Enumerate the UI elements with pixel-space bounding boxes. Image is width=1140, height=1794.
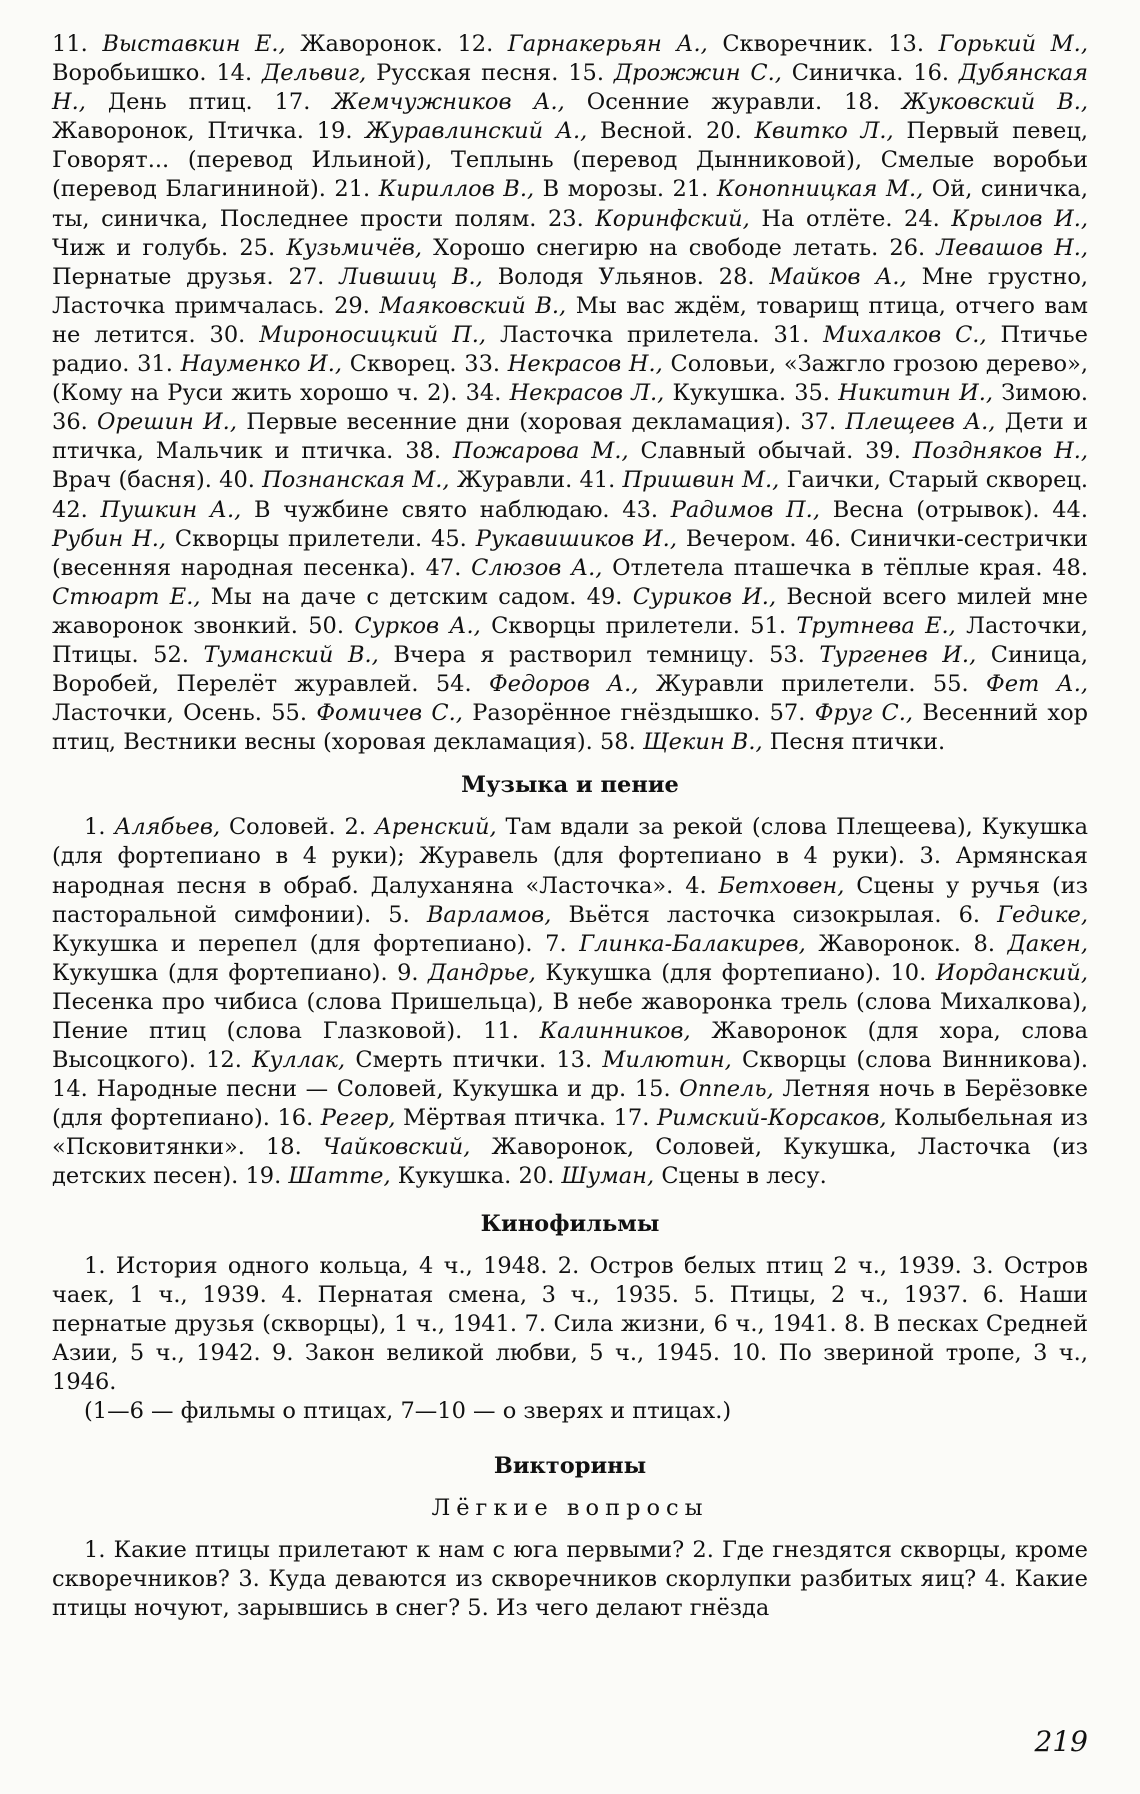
item-author: Горький М., [938, 31, 1088, 57]
item-number: 7. [545, 930, 567, 957]
item-title: Соловьи, «Зажгло грозою дерево», (Кому на Руси жить хорошо ч. 2). [52, 351, 1088, 407]
item-number: 58. [599, 729, 636, 756]
item-number: 16. [913, 60, 950, 87]
item-number: 9. [397, 959, 419, 986]
item-title: Вчера я растворил темницу. [378, 641, 770, 668]
item-title: Летняя ночь в Берёзовке (для фортепиано). [52, 1076, 1088, 1132]
item-number: 29. [334, 292, 370, 319]
item-title: Русская песня. [366, 60, 569, 87]
list-item [405, 438, 865, 464]
item-number: 44. [1052, 496, 1089, 523]
item-title: Весной. [587, 118, 706, 145]
item-author: Фомичев С., [316, 700, 463, 727]
films-note: (1—6 — фильмы о птицах, 7—10 — о зверях и птицах.) [84, 1398, 732, 1425]
item-author: Левашов Н., [936, 234, 1088, 261]
item-number: 15. [634, 1076, 671, 1103]
item-number: 23. [547, 205, 584, 232]
list-item [52, 409, 800, 435]
item-title: Первый певец, Говорят... (перевод Ильиной), Теплынь (перевод Дынниковой), Смелые воробьи (перевод Благининой). [52, 118, 1088, 203]
list-item [568, 60, 913, 86]
item-number: 37. [800, 409, 837, 436]
item-title: Скворцы прилетели. [480, 612, 751, 639]
list-item [153, 642, 769, 668]
item-number: 21. [334, 176, 371, 203]
list-item [426, 555, 1053, 581]
item-title: Сцены в лесу. [654, 1163, 827, 1190]
item-title: Весна (отрывок). [820, 496, 1053, 523]
item-author: Некрасов Л., [509, 380, 665, 407]
item-number: 39. [865, 438, 901, 465]
item-title: Птичье радио. [52, 321, 1088, 378]
item-author: Выставкин Е., [102, 31, 286, 57]
list-item [622, 497, 1052, 523]
item-number: 14. [216, 60, 253, 87]
item-title: Вьётся ласточка сизокрылая. [551, 901, 959, 928]
item-title: В морозы. [534, 176, 673, 203]
item-author: Дакен, [1007, 930, 1089, 957]
item-number: 14. [52, 1076, 88, 1103]
item-number: 11. [52, 31, 88, 57]
list-item [219, 467, 579, 493]
item-title: Пернатые друзья. [52, 263, 289, 290]
item-number: 47. [425, 554, 462, 581]
item-number: 2. [344, 814, 366, 841]
quiz-questions: 1. Какие птицы прилетают к нам с юга первыми? 2. Где гнездятся скворцы, кроме скворечников? 3. Куда деваются из скворечников скорлупки разбитых яиц? 4. Какие птицы ночуют, зарывшись в снег? 5. Из чего делают гнёзда [52, 1537, 1088, 1622]
item-title: Первые весенние дни (хоровая декламация). [236, 409, 801, 436]
item-title: Скворцы (слова Винникова). [731, 1047, 1089, 1074]
list-item [277, 1105, 613, 1131]
item-number: 21. [672, 176, 709, 203]
item-title: Кукушка. [664, 380, 795, 407]
list-item [289, 264, 719, 290]
item-number: 28. [718, 263, 755, 290]
page-number: 219 [1034, 1725, 1088, 1758]
item-author: Пушкин А., [100, 496, 242, 523]
item-author: Слюзов А., [471, 554, 603, 581]
item-title: Скворцы прилетели. [166, 525, 432, 552]
item-author: Чайковский, [322, 1134, 471, 1161]
list-item [317, 118, 706, 144]
item-title: Синица, Воробей, Перелёт журавлей. [52, 641, 1089, 698]
item-author: Лившиц В., [339, 263, 483, 290]
item-title: Мы вас ждём, товарищ птица, отчего вам не летится. [52, 292, 1088, 348]
item-author: Бетховен, [718, 872, 845, 899]
item-title: Мёртвая птичка. [395, 1105, 614, 1132]
item-title: Зимою. [993, 380, 1088, 407]
page-content [52, 30, 1088, 1623]
item-author: Познанская М., [262, 467, 450, 494]
list-item [556, 1047, 1088, 1073]
item-title: Отлетела пташечка в тёплые края. [602, 554, 1053, 581]
item-number: 19. [245, 1163, 282, 1190]
list-item [518, 1163, 826, 1189]
item-author: Шатте, [288, 1163, 391, 1190]
item-author: Кириллов В., [378, 176, 535, 203]
item-number: 12. [206, 1047, 242, 1074]
item-author: Глинка-Балакирев, [579, 930, 806, 957]
item-author: Куллак, [252, 1047, 346, 1074]
item-title: Скворечник. [707, 31, 889, 57]
item-number: 1. [84, 814, 106, 841]
item-author: Аренский, [374, 814, 497, 841]
item-number: 45. [431, 525, 467, 552]
item-author: Дубянская Н., [52, 60, 1089, 116]
item-number: 13. [556, 1047, 593, 1074]
item-number: 16. [277, 1105, 314, 1132]
list-item [431, 526, 805, 552]
item-title: Жаворонок (для хора, слова Высоцкого). [52, 1018, 1088, 1074]
item-number: 33. [464, 351, 501, 378]
item-author: Стюарт Е., [52, 583, 201, 610]
item-author: Коринфский, [595, 205, 750, 232]
item-title: Там вдали за рекой (слова Плещеева), Кукушка (для фортепиано в 4 руки); Журавель (для фортепиано в 4 руки). [52, 814, 1089, 870]
item-author: Пришвин М., [622, 467, 780, 494]
music-list [52, 813, 1088, 1191]
list-item [216, 60, 568, 86]
item-author: Позднякoв Н., [912, 438, 1088, 465]
item-number: 18. [265, 1134, 302, 1161]
item-title: Осенние журавли. [564, 89, 845, 116]
item-number: 31. [137, 351, 173, 378]
item-author: Михалков С., [823, 321, 987, 348]
item-author: Крылов И., [951, 205, 1089, 232]
item-title: Жаворонок. [805, 930, 974, 957]
item-author: Кузьмичёв, [286, 234, 423, 261]
item-number: 8. [973, 930, 996, 957]
item-number: 27. [288, 263, 325, 290]
item-title: Журавли прилетели. [638, 671, 933, 698]
poetry-list [52, 30, 1088, 757]
item-author: Пожарова М., [452, 438, 629, 465]
item-number: 55. [932, 671, 969, 698]
films-heading: Кинофильмы [480, 1210, 660, 1237]
item-author: Тургенев И., [819, 641, 977, 668]
item-number: 52. [153, 641, 189, 668]
item-title: Жаворонок, Птичка. [52, 118, 317, 145]
item-author: Римский-Корсаков, [656, 1105, 887, 1132]
list-item [137, 351, 464, 377]
item-number: 43. [622, 496, 659, 523]
item-number: 13. [888, 31, 924, 57]
item-title: Кукушка и перепел (для фортепиано). [52, 930, 546, 957]
item-number: 53. [769, 641, 805, 668]
item-number: 17. [274, 89, 311, 116]
item-title: Мне грустно, Ласточка примчалась. [52, 263, 1089, 319]
item-author: Жуковский В., [901, 89, 1089, 116]
quiz-heading: Викторины [493, 1453, 647, 1480]
item-author: Федоров А., [488, 671, 639, 698]
item-number: 6. [958, 901, 981, 928]
list-item [794, 380, 1088, 406]
item-author: Щекин В., [642, 729, 763, 756]
item-number: 20. [705, 118, 742, 145]
item-author: Маяковский В., [379, 292, 567, 319]
item-number: 57. [769, 700, 806, 727]
item-title: Армянская народная песня в обраб. Далуханяна «Ласточка». [52, 843, 1088, 899]
item-number: 50. [308, 612, 345, 639]
list-item [457, 31, 888, 57]
item-author: Суриков И., [632, 583, 777, 610]
item-title: Весенний хор птиц, Вестники весны (хоровая декламация). [52, 700, 1089, 756]
item-title: Вечером. [676, 525, 806, 552]
item-author: Трутнева Е., [796, 612, 956, 639]
item-title: Песня птички. [762, 729, 946, 756]
item-number: 48. [1052, 554, 1088, 581]
item-title: Чиж и голубь. [52, 234, 240, 261]
list-item [397, 960, 890, 986]
item-title: Жаворонок. [285, 31, 458, 57]
item-author: Конопницкая М., [716, 176, 924, 203]
item-author: Плещеев А., [845, 409, 996, 436]
item-title: Соловей. [220, 814, 345, 841]
films-list: 1. История одного кольца, 4 ч., 1948. 2. Остров белых птиц 2 ч., 1939. 3. Остров чаек, 1 ч., 1939. 4. Пернатая смена, 3 ч., 1935. 5. Птицы, 2 ч., 1937. 6. Наши пернатые друзья (скворцы), 1 ч., 1941. 7. Сила жизни, 6 ч., 1941. 8. В песках Средней Азии, 5 ч., 1942. 9. Закон великой любви, 5 ч., 1945. 10. По звериной тропе, 3 ч., 1946. [52, 1252, 1088, 1395]
list-item [545, 931, 973, 957]
item-number: 38. [405, 438, 441, 465]
item-title: Весной всего милей мне жаворонок звонкий. [52, 583, 1088, 639]
item-author: Алябьев, [114, 814, 221, 841]
list-item [334, 176, 672, 202]
item-title: Кукушка (для фортепиано). [535, 959, 891, 986]
item-title: Колыбельная из «Псковитянки». [52, 1105, 1089, 1161]
item-author: Дандрье, [428, 959, 536, 986]
item-author: Рукавишиков И., [475, 525, 677, 552]
list-item [308, 613, 750, 639]
item-title: Володя Ульянов. [482, 263, 719, 290]
item-number: 5. [388, 901, 410, 928]
item-title: Воробьишко. [52, 60, 217, 87]
item-author: Рубин Н., [52, 525, 167, 552]
list-item [206, 1047, 556, 1073]
item-author: Радимов П., [670, 496, 820, 523]
item-number: 36. [52, 409, 88, 436]
item-author: Туманский В., [203, 641, 379, 668]
item-title: Кукушка (для фортепиано). [52, 959, 398, 986]
item-number: 26. [889, 234, 926, 261]
item-number: 42. [52, 496, 88, 523]
item-number: 49. [586, 583, 623, 610]
item-number: 40. [219, 467, 255, 494]
item-number: 51. [750, 612, 787, 639]
item-number: 15. [568, 60, 605, 87]
item-title: Ласточки, Птицы. [52, 612, 1089, 668]
item-author: Иорданский, [935, 959, 1088, 986]
item-author: Дрожжин С., [613, 60, 782, 87]
item-author: Гарнакерьян А., [507, 31, 708, 57]
item-number: 31. [773, 321, 810, 348]
item-author: Жемчужников А., [332, 89, 565, 116]
list-item [600, 729, 945, 755]
item-author: Варламов, [426, 901, 552, 928]
item-title: Синички-сестрички (весенняя народная песенка). [52, 525, 1089, 581]
item-title: В чужбине свято наблюдаю. [241, 496, 623, 523]
item-title: Синичка. [781, 60, 914, 87]
item-title: Песенка про чибиса (слова Пришельца), В небе жаворонка трель (слова Михалкова), Пение птиц (слова Глазковой). [52, 988, 1088, 1044]
item-number: 3. [919, 843, 941, 870]
item-title: Ласточка прилетела. [486, 321, 774, 348]
item-author: Никитин И., [838, 380, 993, 407]
item-title: Разорённое гнёздышко. [462, 700, 770, 727]
item-title: Народные песни — Соловей, Кукушка и др. [96, 1076, 635, 1103]
item-number: 30. [209, 321, 246, 348]
item-author: Журавлинский А., [365, 118, 588, 145]
item-author: Орешин И., [97, 409, 237, 436]
list-item [548, 206, 904, 232]
item-author: Милютин, [602, 1047, 732, 1074]
list-item [210, 322, 774, 348]
item-number: 41. [579, 467, 616, 494]
item-number: 25. [239, 234, 276, 261]
list-item [52, 1076, 635, 1102]
item-title: Смерть птички. [345, 1047, 557, 1074]
item-number: 18. [844, 89, 880, 116]
item-author: Майков А., [769, 263, 907, 290]
item-title: Кукушка. [390, 1163, 519, 1190]
quiz-subheading: Лёгкие вопросы [431, 1495, 709, 1522]
item-number: 34. [465, 380, 502, 407]
list-item [271, 700, 769, 726]
item-number: 17. [613, 1105, 650, 1132]
item-author: Науменко И., [180, 351, 343, 378]
item-number: 54. [435, 671, 472, 698]
item-author: Гедике, [997, 901, 1089, 928]
item-number: 35. [794, 380, 830, 407]
music-heading: Музыка и пение [461, 772, 679, 799]
list-item [388, 902, 958, 928]
item-title: Ласточки, Осень. [52, 700, 272, 727]
item-title: Сцены у ручья (из пасторальной симфонии). [52, 872, 1088, 928]
item-author: Калинников, [539, 1018, 691, 1044]
item-author: Дельвиг, [261, 60, 367, 87]
item-number: 12. [457, 31, 494, 57]
item-title: Ой, синичка, ты, синичка, Последнее прости полям. [52, 176, 1089, 232]
list-item [580, 467, 1089, 493]
item-title: Врач (басня). [52, 467, 220, 494]
item-title: Журавли. [449, 467, 580, 494]
item-author: Квитко Л., [754, 118, 894, 145]
item-title: Мы на даче с детским садом. [200, 583, 587, 610]
item-number: 19. [316, 118, 353, 145]
item-title: Жаворонок, Соловей, Кукушка, Ласточка (из детских песен). [52, 1134, 1088, 1190]
list-item [275, 89, 845, 115]
item-title: День птиц. [85, 89, 275, 116]
list-item [239, 235, 889, 261]
list-item [52, 497, 622, 523]
item-number: 46. [805, 525, 842, 552]
item-number: 20. [518, 1163, 555, 1190]
item-title: Славный обычай. [628, 438, 866, 465]
list-item [466, 380, 795, 406]
list-item [245, 1163, 518, 1189]
item-number: 4. [685, 872, 707, 899]
item-author: Регер, [320, 1105, 396, 1132]
item-number: 10. [890, 959, 927, 986]
item-title: Дети и птичка, Мальчик и птичка. [52, 409, 1088, 465]
item-title: Гаички, Старый скворец. [779, 467, 1089, 494]
item-number: 11. [483, 1018, 519, 1044]
list-item [52, 31, 457, 57]
item-author: Фет А., [986, 671, 1088, 698]
item-number: 55. [271, 700, 308, 727]
item-author: Мироносицкий П., [259, 321, 487, 348]
list-item [84, 814, 345, 840]
item-number: 24. [904, 205, 940, 232]
item-title: На отлёте. [749, 205, 905, 232]
list-item [436, 671, 933, 697]
item-author: Некрасов Н., [507, 351, 663, 378]
item-author: Оппель, [679, 1076, 774, 1103]
item-author: Сурков А., [354, 612, 481, 639]
item-author: Шуман, [561, 1163, 655, 1190]
item-author: Фруг С., [814, 700, 914, 727]
item-title: Скворец. [342, 351, 465, 378]
item-title: Хорошо снегирю на свободе летать. [422, 234, 890, 261]
